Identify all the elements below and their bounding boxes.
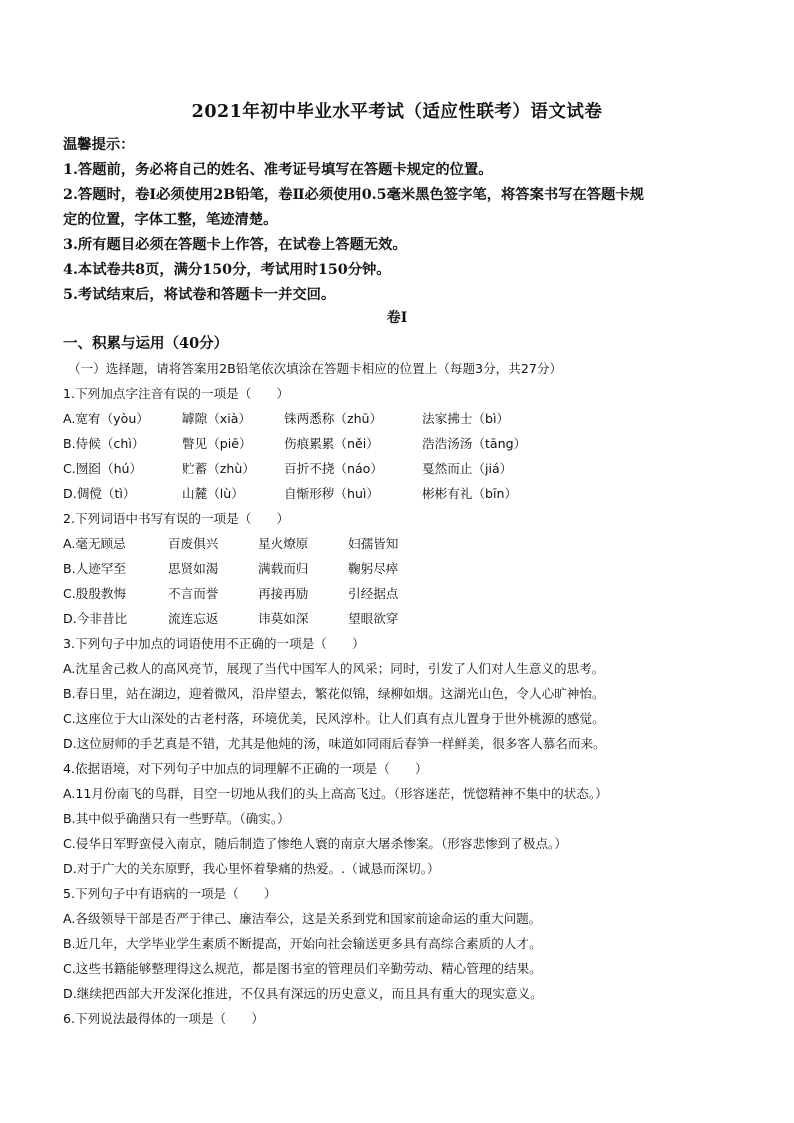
q1-option: 法家拂士（bì） (422, 411, 510, 426)
q2-option: C.殷殷教悔 (63, 586, 127, 601)
tips-header: 温馨提示： (63, 137, 135, 153)
q4-option: D.对于广大的关东原野，我心里怀着挚痛的热爱。.（诚恳而深切。） (63, 861, 440, 876)
q2-option: A.毫无顾忌 (63, 536, 126, 551)
q3-option: D.这位厨师的手艺真是不错，尤其是他炖的汤，味道如同雨后春笋一样鲜美，很多客人慕名而来。 (63, 736, 606, 751)
q1-option: 罅隙（xià） (182, 411, 252, 426)
q5-option: B.近几年，大学毕业学生素质不断提高，开始向社会输送更多具有高综合素质的人才。 (63, 936, 542, 951)
q1-option: 伤痕累累（něi） (284, 436, 379, 451)
q4-option: A.11月份南飞的鸟群，目空一切地从我们的头上高高飞过。（形容迷茫，恍惚精神不集中的状态。） (63, 786, 608, 801)
q2-option: 思贤如渴 (168, 561, 219, 576)
q5-option: A.各级领导干部是否严于律己、廉洁奉公，这是关系到党和国家前途命运的重大问题。 (63, 911, 542, 926)
q2-option: 百废俱兴 (168, 536, 219, 551)
tip-item: 1.答题前，务必将自己的姓名、准考证号填写在答题卡规定的位置。 (63, 162, 493, 178)
q1-option: 贮蓄（zhù） (182, 461, 255, 476)
q1-option: 铢两悉称（zhū） (284, 411, 383, 426)
q1-option: 自惭形秽（huì） (284, 486, 380, 501)
question-4-stem: 4.依据语境，对下列句子中加点的词理解不正确的一项是（ ） (63, 761, 428, 776)
q2-option: 流连忘返 (168, 611, 219, 626)
question-6-stem: 6.下列说法最得体的一项是（ ） (63, 1011, 264, 1026)
q2-option: B.人迹罕至 (63, 561, 127, 576)
q2-option: 望眼欲穿 (348, 611, 399, 626)
q1-option: 浩浩汤汤（tāng） (422, 436, 527, 451)
q1-option: D.倜傥（tì） (63, 486, 136, 501)
q5-option: D.继续把西部大开发深化推进，不仅具有深远的历史意义，而且具有重大的现实意义。 (63, 986, 543, 1001)
q5-option: C.这些书籍能够整理得这么规范，都是图书室的管理员们辛勤劳动、精心管理的结果。 (63, 961, 542, 976)
q1-option: 瞥见（piē） (182, 436, 252, 451)
q2-option: 不言而誉 (168, 586, 219, 601)
q2-option: 引经据点 (348, 586, 399, 601)
q4-option: B.其中似乎确凿只有一些野草。（确实。） (63, 811, 290, 826)
q1-option: C.囫囵（hú） (63, 461, 143, 476)
tip-item: 4.本试卷共8页，满分150分，考试用时150分钟。 (63, 262, 391, 278)
q1-option: 山麓（lù） (182, 486, 244, 501)
q4-option: C.侵华日军野蛮侵入南京，随后制造了惨绝人寰的南京大屠杀惨案。（形容悲惨到了极点。） (63, 836, 567, 851)
volume-label: 卷Ⅰ (386, 310, 408, 326)
question-2-stem: 2.下列词语中书写有误的一项是（ ） (63, 511, 290, 526)
q3-option: C.这座位于大山深处的古老村落，环境优美，民风淳朴。让人们真有点儿置身于世外桃源的感觉。 (63, 711, 605, 726)
tip-item: 定的位置，字体工整，笔迹清楚。 (63, 212, 278, 228)
tip-item: 5.考试结束后，将试卷和答题卡一并交回。 (63, 287, 336, 303)
q1-option: 彬彬有礼（bīn） (422, 486, 518, 501)
tip-item: 3.所有题目必须在答题卡上作答，在试卷上答题无效。 (63, 237, 407, 253)
q2-option: 妇孺皆知 (348, 536, 399, 551)
q3-option: B.春日里，站在湖边，迎着微风，沿岸望去，繁花似锦，绿柳如烟。这湖光山色，令人心旷神怡。 (63, 686, 605, 701)
question-5-stem: 5.下列句子中有语病的一项是（ ） (63, 886, 277, 901)
q1-option: 百折不挠（náo） (284, 461, 383, 476)
section-instruction: （一）选择题，请将答案用2B铅笔依次填涂在答题卡相应的位置上（每题3分，共27分） (68, 361, 563, 376)
section-title: 一、积累与运用（40分） (63, 335, 229, 352)
question-1-stem: 1.下列加点字注音有误的一项是（ ） (63, 386, 290, 401)
q3-option: A.沈星舍己救人的高风亮节，展现了当代中国军人的风采；同时，引发了人们对人生意义的思考。 (63, 661, 605, 676)
q2-option: 讳莫如深 (258, 611, 309, 626)
exam-title: 2021年初中毕业水平考试（适应性联考）语文试卷 (191, 102, 603, 122)
q1-option: B.侍候（chì） (63, 436, 145, 451)
q2-option: D.今非昔比 (63, 611, 128, 626)
q2-option: 再接再励 (258, 586, 309, 601)
q2-option: 满载而归 (258, 561, 309, 576)
question-3-stem: 3.下列句子中加点的词语使用不正确的一项是（ ） (63, 636, 365, 651)
q1-option: 戛然而止（jiá） (422, 461, 513, 476)
tip-item: 2.答题时，卷Ⅰ必须使用2B铅笔，卷Ⅱ必须使用0.5毫米黑色签字笔，将答案书写在答题卡规 (63, 187, 644, 203)
q2-option: 星火燎原 (258, 536, 309, 551)
q1-option: A.宽宥（yòu） (63, 411, 149, 426)
q2-option: 鞠躬尽瘁 (348, 561, 399, 576)
